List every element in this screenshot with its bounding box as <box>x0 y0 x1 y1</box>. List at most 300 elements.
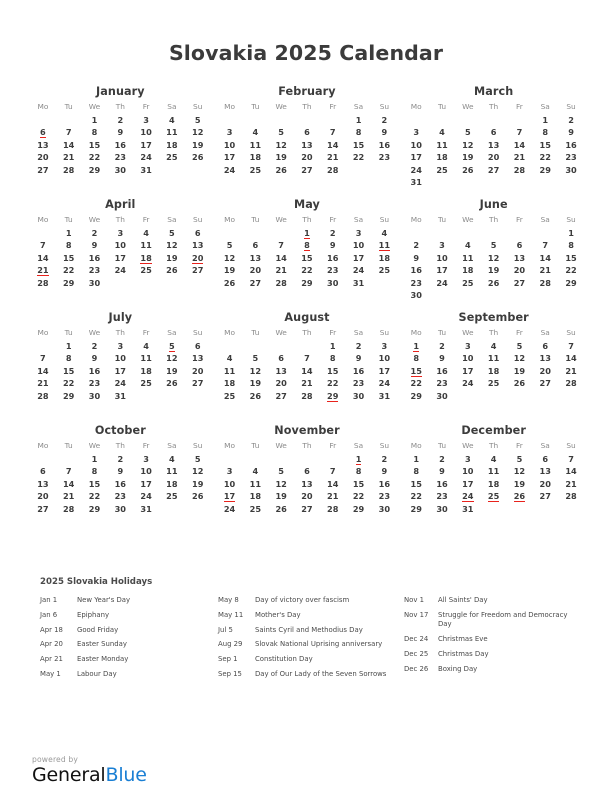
day-cell: 13 <box>192 240 204 251</box>
day-cell: 26 <box>166 378 178 389</box>
day-cell: 21 <box>327 152 339 163</box>
week-row <box>217 277 398 289</box>
day-cell-empty <box>558 289 584 301</box>
day-cell: 20 <box>301 152 313 163</box>
day-cell: 12 <box>192 466 204 477</box>
day-cell: 23 <box>114 152 126 163</box>
day-number: 5 <box>169 341 175 351</box>
week-row <box>217 390 398 402</box>
day-cell-empty <box>30 453 56 465</box>
day-cell-empty <box>429 289 455 301</box>
weekday-header-row <box>217 328 398 340</box>
holiday-name: New Year's Day <box>77 596 131 604</box>
weekday-header-th: Th <box>302 215 312 224</box>
day-cell: 26 <box>275 503 287 514</box>
day-cell: 17 <box>352 252 365 263</box>
day-cell: 22 <box>352 152 365 163</box>
month-name: June <box>479 198 508 211</box>
day-cell: 14 <box>62 478 75 489</box>
day-number: 25 <box>487 491 500 502</box>
week-row <box>30 377 211 389</box>
day-cell: 7 <box>65 127 72 138</box>
day-cell-empty <box>532 390 558 402</box>
day-cell: 2 <box>413 240 420 251</box>
month-table <box>217 102 398 176</box>
week-row <box>403 126 584 138</box>
day-cell-empty <box>294 453 320 465</box>
day-cell: 30 <box>436 503 448 514</box>
day-cell-holiday <box>133 252 159 264</box>
months-grid <box>0 85 612 537</box>
day-number: 1 <box>304 228 310 238</box>
weekday-header-tu: Tu <box>64 215 73 224</box>
day-cell: 10 <box>352 240 365 251</box>
day-cell-empty <box>320 453 346 465</box>
day-cell-holiday <box>403 340 429 352</box>
weekday-header-we: We <box>275 102 287 111</box>
weekday-header-we: We <box>275 215 287 224</box>
day-cell-holiday <box>217 490 243 502</box>
day-cell: 15 <box>62 365 75 376</box>
day-cell-empty <box>507 176 533 188</box>
weekday-header-th: Th <box>302 441 312 450</box>
weekday-header-sa: Sa <box>167 215 177 224</box>
day-cell: 24 <box>223 503 236 514</box>
day-cell: 26 <box>192 491 204 502</box>
weekday-header-th: Th <box>489 102 499 111</box>
day-cell: 24 <box>114 378 126 389</box>
day-cell: 3 <box>143 115 149 125</box>
week-row <box>403 252 584 264</box>
weekday-header-fr: Fr <box>142 441 150 450</box>
holiday-date: Nov 17 <box>404 610 429 619</box>
holiday-date: Nov 1 <box>404 596 425 604</box>
day-cell-empty <box>217 114 243 126</box>
holiday-date: Aug 29 <box>218 640 243 649</box>
week-row <box>30 139 211 151</box>
day-cell: 8 <box>542 127 549 138</box>
day-cell: 5 <box>464 127 471 138</box>
week-row <box>30 490 211 502</box>
day-cell-empty <box>30 227 56 239</box>
weekday-header-tu: Tu <box>64 441 73 450</box>
day-cell: 25 <box>140 378 152 389</box>
holiday-name: Christmas Day <box>438 649 489 658</box>
week-row <box>403 164 584 176</box>
day-cell: 2 <box>381 115 388 125</box>
holiday-row <box>40 626 218 635</box>
day-cell: 21 <box>513 152 526 163</box>
holiday-row <box>40 655 218 664</box>
weekday-header-su: Su <box>379 328 390 337</box>
day-cell: 27 <box>539 378 551 389</box>
day-cell-empty <box>532 503 558 515</box>
day-cell-empty <box>159 164 185 176</box>
day-cell: 26 <box>275 164 287 175</box>
week-row <box>217 151 398 163</box>
logo-blue-text: Blue <box>105 764 147 786</box>
day-number: 6 <box>40 127 46 138</box>
month-name: August <box>284 311 330 324</box>
day-cell: 6 <box>252 240 259 251</box>
day-number: 15 <box>410 365 422 376</box>
weekday-header-we: We <box>88 102 101 111</box>
month-table <box>403 102 584 188</box>
holiday-row <box>218 640 404 649</box>
day-cell-empty <box>346 164 372 176</box>
day-cell: 19 <box>275 152 287 163</box>
day-cell-empty <box>403 114 429 126</box>
day-cell: 14 <box>275 252 287 263</box>
week-row <box>217 227 398 239</box>
week-row <box>403 365 584 377</box>
week-row <box>403 352 584 364</box>
week-row <box>217 478 398 490</box>
day-cell-holiday <box>507 490 533 502</box>
day-cell: 11 <box>166 127 178 138</box>
weekday-header-mo: Mo <box>37 215 49 224</box>
weekday-header-fr: Fr <box>516 441 523 450</box>
day-cell: 4 <box>143 341 149 351</box>
day-cell: 20 <box>192 365 204 376</box>
month-january <box>30 85 211 198</box>
day-cell: 22 <box>539 152 551 163</box>
day-cell: 6 <box>278 353 284 364</box>
generalblue-logo <box>32 765 147 786</box>
day-cell: 29 <box>565 277 577 288</box>
weekday-header-fr: Fr <box>329 441 337 450</box>
holiday-name: Day of victory over fascism <box>255 596 350 604</box>
weekday-header-we: We <box>88 441 101 450</box>
day-cell: 3 <box>117 228 124 238</box>
day-cell: 8 <box>329 353 336 364</box>
week-row <box>30 390 211 402</box>
week-row <box>30 478 211 490</box>
holidays-columns <box>40 596 580 685</box>
day-cell: 12 <box>275 139 287 150</box>
holiday-row <box>40 640 218 649</box>
month-name: January <box>95 85 145 98</box>
day-cell: 22 <box>410 491 422 502</box>
day-cell: 8 <box>65 353 72 364</box>
day-number: 24 <box>462 491 474 502</box>
day-cell-empty <box>532 289 558 301</box>
day-cell-empty <box>481 503 507 515</box>
month-june <box>403 198 584 311</box>
week-row <box>217 503 398 515</box>
day-cell: 3 <box>439 240 445 251</box>
holiday-row <box>404 650 580 659</box>
weekday-header-mo: Mo <box>37 102 49 111</box>
week-row <box>403 478 584 490</box>
weekday-header-sa: Sa <box>353 328 364 337</box>
weekday-header-su: Su <box>193 441 203 450</box>
day-cell-empty <box>133 277 159 289</box>
month-table <box>217 215 398 289</box>
day-cell: 31 <box>114 390 126 401</box>
weekday-header-we: We <box>88 328 101 337</box>
day-cell: 16 <box>378 139 391 150</box>
day-number: 20 <box>192 252 204 263</box>
day-cell: 15 <box>62 252 75 263</box>
day-cell: 28 <box>327 164 339 175</box>
day-cell-empty <box>481 227 507 239</box>
holiday-date: Jul 5 <box>218 625 233 634</box>
week-row <box>30 114 211 126</box>
day-cell: 21 <box>565 365 577 376</box>
holiday-date: Dec 24 <box>404 635 429 643</box>
day-cell: 30 <box>565 164 577 175</box>
day-cell-empty <box>159 390 185 402</box>
month-may <box>217 198 398 311</box>
weekday-header-row <box>30 102 211 114</box>
day-cell: 23 <box>114 491 126 502</box>
day-cell: 9 <box>439 466 445 477</box>
day-cell: 17 <box>223 152 236 163</box>
day-number: 1 <box>413 341 420 351</box>
day-cell: 6 <box>516 240 523 251</box>
day-cell: 10 <box>140 466 152 477</box>
day-cell: 26 <box>462 164 474 175</box>
day-cell: 28 <box>37 277 49 288</box>
day-cell: 8 <box>91 466 98 477</box>
day-cell: 17 <box>410 152 422 163</box>
holiday-row <box>218 626 404 635</box>
week-row <box>30 126 211 138</box>
holiday-row <box>40 596 218 605</box>
day-cell: 27 <box>539 491 551 502</box>
holiday-name: Slovak National Uprising anniversary <box>255 640 383 649</box>
weekday-header-mo: Mo <box>410 328 422 337</box>
holiday-name: Good Friday <box>77 625 119 634</box>
month-table <box>217 328 398 402</box>
day-cell: 15 <box>327 365 339 376</box>
weekday-header-sa: Sa <box>167 441 177 450</box>
day-cell-empty <box>242 114 268 126</box>
week-row <box>403 114 584 126</box>
day-cell: 17 <box>114 365 126 376</box>
weekday-header-tu: Tu <box>251 215 260 224</box>
day-cell-empty <box>455 289 481 301</box>
week-row <box>30 151 211 163</box>
day-cell: 28 <box>327 503 339 514</box>
week-row <box>217 264 398 276</box>
day-cell: 22 <box>565 265 577 276</box>
day-cell: 18 <box>378 252 391 263</box>
day-cell: 16 <box>114 478 126 489</box>
day-cell-empty <box>294 340 320 352</box>
day-cell: 19 <box>223 265 236 276</box>
day-cell: 6 <box>490 127 497 138</box>
day-cell: 1 <box>91 454 98 464</box>
weekday-header-we: We <box>275 328 287 337</box>
week-row <box>217 465 398 477</box>
day-cell: 26 <box>513 378 526 389</box>
day-cell: 11 <box>487 353 500 364</box>
day-cell-empty <box>56 453 82 465</box>
day-cell: 25 <box>378 265 391 276</box>
day-cell: 14 <box>301 365 313 376</box>
day-cell: 13 <box>37 139 49 150</box>
day-cell: 6 <box>194 341 201 351</box>
day-cell-holiday <box>403 365 429 377</box>
day-cell-holiday <box>481 490 507 502</box>
day-cell: 20 <box>37 491 49 502</box>
day-cell: 9 <box>381 466 388 477</box>
day-cell: 16 <box>410 265 422 276</box>
weekday-header-th: Th <box>302 102 312 111</box>
day-cell: 9 <box>413 252 420 263</box>
weekday-header-tu: Tu <box>251 102 260 111</box>
day-cell: 29 <box>62 277 75 288</box>
weekday-header-mo: Mo <box>224 328 235 337</box>
day-cell-empty <box>532 176 558 188</box>
day-cell: 3 <box>381 341 388 351</box>
month-table <box>30 441 211 515</box>
day-cell: 23 <box>378 152 391 163</box>
week-row <box>403 490 584 502</box>
day-cell: 22 <box>88 491 101 502</box>
day-cell: 25 <box>436 164 448 175</box>
day-cell: 15 <box>565 252 577 263</box>
day-cell: 31 <box>410 177 422 188</box>
day-cell-empty <box>455 114 481 126</box>
week-row <box>30 340 211 352</box>
day-cell: 8 <box>355 127 362 138</box>
holidays-column <box>40 596 218 685</box>
day-cell: 30 <box>378 503 391 514</box>
day-cell: 18 <box>487 478 500 489</box>
weekday-header-we: We <box>462 441 474 450</box>
week-row <box>403 390 584 402</box>
month-october <box>30 424 211 537</box>
day-cell: 5 <box>516 454 523 464</box>
day-cell: 13 <box>301 139 313 150</box>
day-cell-holiday <box>346 453 372 465</box>
day-cell: 9 <box>568 127 574 138</box>
day-cell: 18 <box>462 265 474 276</box>
holidays-title: 2025 Slovakia Holidays <box>40 577 153 587</box>
day-cell-empty <box>185 164 211 176</box>
day-cell: 22 <box>410 378 422 389</box>
day-cell-empty <box>217 453 243 465</box>
day-cell-holiday <box>30 126 56 138</box>
day-cell-empty <box>242 340 268 352</box>
day-cell: 12 <box>487 252 500 263</box>
day-cell: 21 <box>37 378 49 389</box>
footer-logo <box>32 755 147 786</box>
holiday-date: Jan 6 <box>40 610 58 619</box>
holiday-row <box>218 611 404 620</box>
day-cell: 16 <box>114 139 126 150</box>
day-cell: 2 <box>355 341 362 351</box>
day-cell: 15 <box>301 252 313 263</box>
weekday-header-we: We <box>88 215 101 224</box>
day-cell: 24 <box>462 378 474 389</box>
day-cell: 18 <box>436 152 448 163</box>
day-cell: 4 <box>439 127 445 138</box>
day-cell: 24 <box>352 265 365 276</box>
day-cell: 30 <box>436 390 448 401</box>
day-cell: 31 <box>140 503 152 514</box>
day-cell: 31 <box>352 277 365 288</box>
day-cell: 4 <box>169 454 175 464</box>
day-cell: 14 <box>565 353 577 364</box>
day-cell: 26 <box>166 265 178 276</box>
day-cell: 3 <box>413 127 420 138</box>
day-cell: 5 <box>252 353 259 364</box>
day-cell: 13 <box>513 252 526 263</box>
week-row <box>217 139 398 151</box>
day-cell: 23 <box>88 265 101 276</box>
weekday-header-tu: Tu <box>437 215 447 224</box>
weekday-header-su: Su <box>566 441 576 450</box>
month-december <box>403 424 584 537</box>
day-cell-empty <box>371 277 397 289</box>
month-september <box>403 311 584 424</box>
day-cell: 9 <box>439 353 445 364</box>
weekday-header-mo: Mo <box>224 215 235 224</box>
weekday-header-fr: Fr <box>142 215 150 224</box>
day-cell-empty <box>242 453 268 465</box>
weekday-header-th: Th <box>115 441 125 450</box>
day-cell: 20 <box>275 378 287 389</box>
day-cell: 5 <box>194 454 201 464</box>
day-cell-holiday <box>30 264 56 276</box>
day-cell: 30 <box>114 164 126 175</box>
day-cell: 10 <box>223 478 236 489</box>
day-cell: 13 <box>275 365 287 376</box>
day-cell: 2 <box>91 341 98 351</box>
weekday-header-mo: Mo <box>224 441 235 450</box>
day-cell: 24 <box>410 164 422 175</box>
day-cell: 18 <box>166 139 178 150</box>
day-number: 11 <box>378 240 391 251</box>
day-cell-empty <box>403 227 429 239</box>
weekday-header-su: Su <box>379 102 390 111</box>
holiday-name: Christmas Eve <box>438 635 488 643</box>
day-cell: 5 <box>169 228 175 238</box>
day-cell: 26 <box>192 152 204 163</box>
weekday-header-su: Su <box>566 102 576 111</box>
holiday-name: Boxing Day <box>438 664 478 673</box>
day-cell: 11 <box>140 240 152 251</box>
day-cell: 6 <box>542 341 549 351</box>
day-cell: 11 <box>436 139 448 150</box>
weekday-header-row <box>217 441 398 453</box>
day-cell: 23 <box>378 491 391 502</box>
week-row <box>217 365 398 377</box>
weekday-header-th: Th <box>115 102 125 111</box>
day-cell-empty <box>481 176 507 188</box>
day-cell: 24 <box>378 378 391 389</box>
day-cell: 20 <box>539 365 551 376</box>
day-cell-empty <box>507 227 533 239</box>
week-row <box>30 453 211 465</box>
day-cell: 27 <box>275 390 287 401</box>
day-cell: 16 <box>88 252 101 263</box>
day-cell: 6 <box>194 228 201 238</box>
weekday-header-su: Su <box>193 215 203 224</box>
day-cell: 16 <box>436 365 448 376</box>
week-row <box>403 151 584 163</box>
week-row <box>403 465 584 477</box>
day-cell: 4 <box>381 228 388 238</box>
day-cell: 22 <box>352 491 365 502</box>
day-cell: 9 <box>355 353 362 364</box>
day-cell: 10 <box>462 353 474 364</box>
day-cell: 17 <box>140 478 152 489</box>
